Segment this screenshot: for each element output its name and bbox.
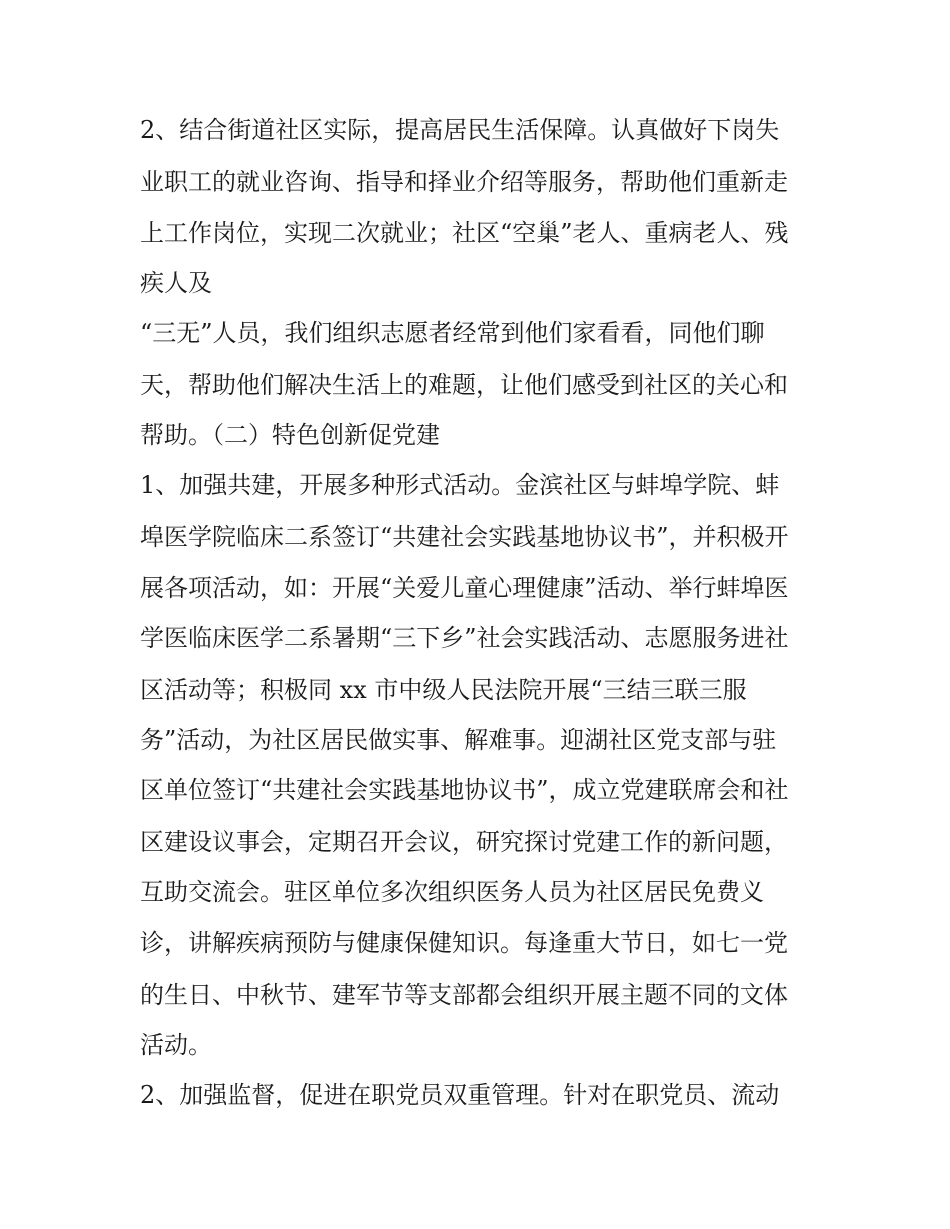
- text-line: 埠医学院临床二系签订“共建社会实践基地协议书”，并积极开: [140, 523, 789, 551]
- text-line: 上工作岗位，实现二次就业；社区“空巢”老人、重病老人、残: [140, 219, 789, 247]
- text-line: 2、结合街道社区实际，提高居民生活保障。认真做好下岗失: [140, 116, 780, 144]
- text-line: 2、加强监督，促进在职党员双重管理。针对在职党员、流动: [140, 1081, 780, 1109]
- text-line: 活动。: [140, 1031, 212, 1059]
- text-line: “三无”人员，我们组织志愿者经常到他们家看看，同他们聊: [140, 319, 765, 347]
- text-line: 疾人及: [140, 269, 212, 297]
- text-line: 业职工的就业咨询、指导和择业介绍等服务，帮助他们重新走: [140, 168, 788, 196]
- text-line: 区活动等；积极同 xx 市中级人民法院开展“三结三联三服: [140, 676, 747, 704]
- text-line: 诊，讲解疾病预防与健康保健知识。每逢重大节日，如七一党: [140, 929, 788, 957]
- text-line: 帮助。（二）特色创新促党建: [140, 421, 440, 449]
- text-line: 的生日、中秋节、建军节等支部都会组织开展主题不同的文体: [140, 981, 788, 1009]
- text-line: 天，帮助他们解决生活上的难题，让他们感受到社区的关心和: [140, 371, 788, 399]
- text-line: 学医临床医学二系暑期“三下乡”社会实践活动、志愿服务进社: [140, 624, 789, 652]
- text-line: 务”活动，为社区居民做实事、解难事。迎湖社区党支部与驻: [140, 726, 777, 754]
- text-line: 互助交流会。驻区单位多次组织医务人员为社区居民免费义: [140, 878, 764, 906]
- text-line: 展各项活动，如：开展“关爱儿童心理健康”活动、举行蚌埠医: [140, 574, 789, 602]
- text-line: 1、加强共建，开展多种形式活动。金滨社区与蚌埠学院、蚌: [140, 471, 780, 499]
- text-line: 区建设议事会，定期召开会议，研究探讨党建工作的新问题，: [140, 828, 788, 856]
- text-line: 区单位签订“共建社会实践基地协议书”，成立党建联席会和社: [140, 776, 789, 804]
